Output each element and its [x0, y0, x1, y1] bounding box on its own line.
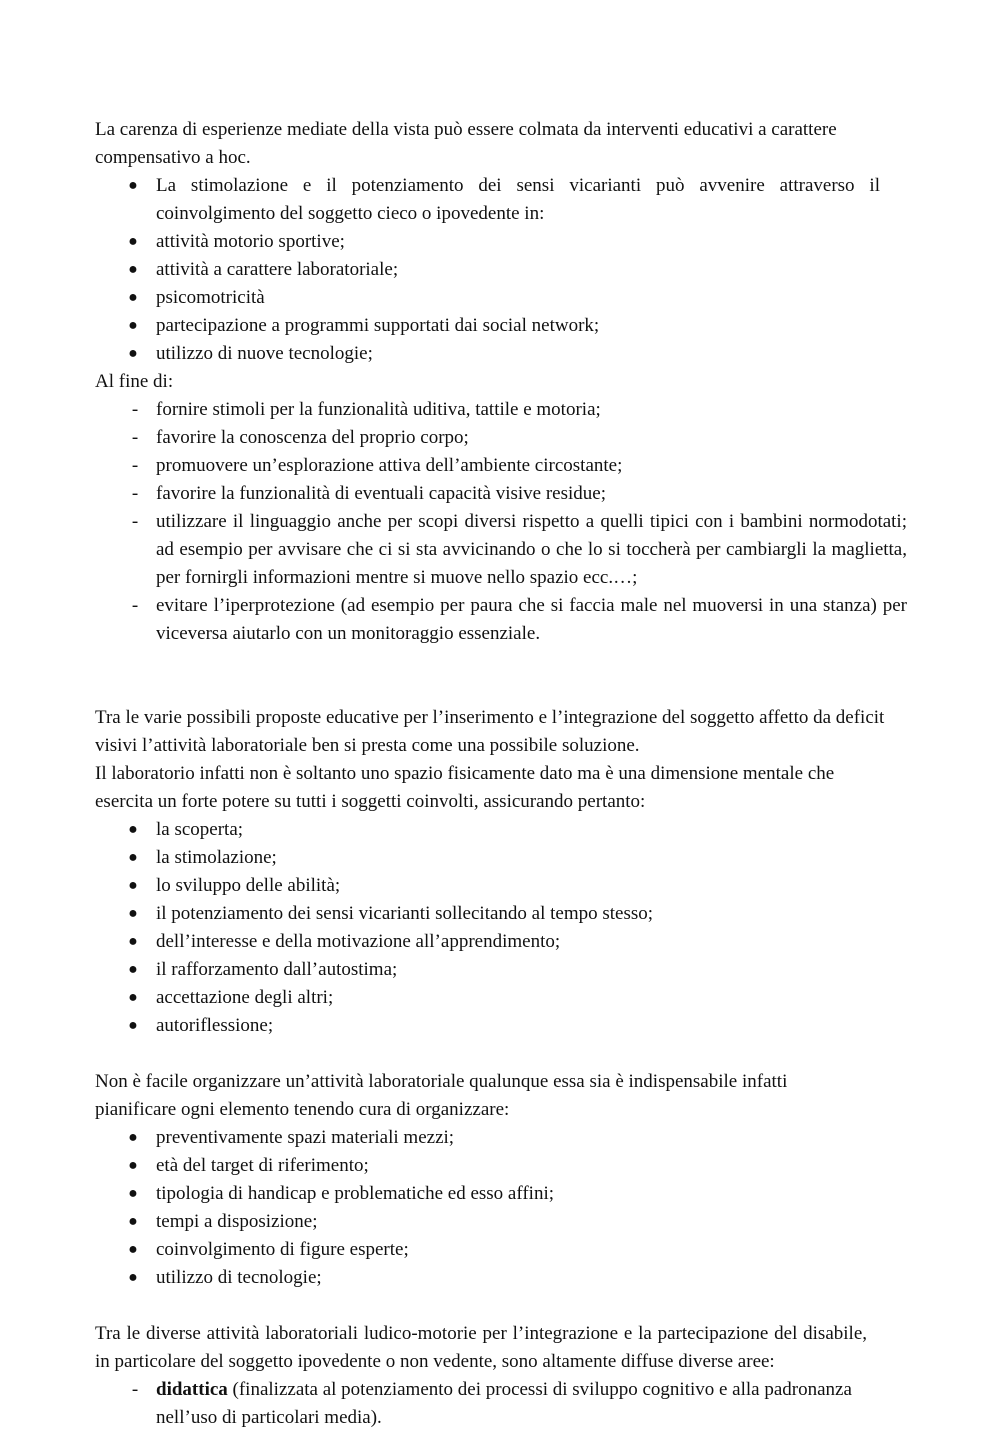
- intro-bullet-list: [95, 172, 880, 368]
- list-item: ● psicomotricità: [95, 284, 880, 312]
- list-item: - favorire la funzionalità di eventuali capacità visive residue;: [95, 480, 907, 508]
- list-item: ● lo sviluppo delle abilità;: [95, 872, 907, 900]
- section-spacer: [95, 648, 907, 704]
- list-item: ● la stimolazione;: [95, 844, 907, 872]
- list-item: ● accettazione degli altri;: [95, 984, 907, 1012]
- list-item: - evitare l’iperprotezione (ad esempio per paura che si faccia male nel muoversi in una stanza) per viceversa aiutarlo con un monitoraggio essenziale.: [95, 592, 907, 648]
- bullet-icon: ●: [128, 1157, 138, 1174]
- list-item: ● tipologia di handicap e problematiche ed esso affini;: [95, 1180, 907, 1208]
- dash-icon: -: [131, 595, 139, 616]
- list-item: ● utilizzo di tecnologie;: [95, 1264, 907, 1292]
- bullet-icon: ●: [128, 261, 138, 278]
- bullet-icon: ●: [128, 905, 138, 922]
- bullet-icon: ●: [128, 877, 138, 894]
- dash-icon: -: [131, 455, 139, 476]
- bullet-icon: ●: [128, 1213, 138, 1230]
- bullet-icon: ●: [128, 1241, 138, 1258]
- lab-paragraph-1: Tra le varie possibili proposte educative per l’inserimento e l’integrazione del soggetto affetto da deficit visivi l’attività laboratoriale ben si presta come una possibile soluzione.: [95, 707, 885, 756]
- bullet-icon: ●: [128, 989, 138, 1006]
- areas-paragraph: Tra le diverse attività laboratoriali ludico-motorie per l’integrazione e la partecipazione del disabile, in particolare del soggetto ipovedente o non vedente, sono altamente diffuse diverse aree:: [95, 1323, 867, 1372]
- areas-dash-list: [95, 1376, 895, 1432]
- list-item: ● coinvolgimento di figure esperte;: [95, 1236, 907, 1264]
- dash-icon: -: [131, 399, 139, 420]
- dash-icon: -: [131, 427, 139, 448]
- section-spacer: [95, 1292, 907, 1320]
- bullet-icon: ●: [128, 345, 138, 362]
- list-item: ● autoriflessione;: [95, 1012, 907, 1040]
- bullet-icon: ●: [128, 1129, 138, 1146]
- list-item: ● la scoperta;: [95, 816, 907, 844]
- list-item: - utilizzare il linguaggio anche per scopi diversi rispetto a quelli tipici con i bambini normodotati; ad esempio per avvisare che ci si sta avvicinando o che lo si toccherà per cambiargli la maglietta, per fornirgli informazioni mentre si muove nello spazio ecc.…;: [95, 508, 907, 592]
- bullet-icon: ●: [128, 233, 138, 250]
- list-item: - favorire la conoscenza del proprio corpo;: [95, 424, 907, 452]
- goals-lead: Al fine di:: [95, 371, 174, 392]
- bullet-icon: ●: [128, 849, 138, 866]
- list-item: - didattica (finalizzata al potenziamento dei processi di sviluppo cognitivo e alla padronanza nell’uso di particolari media).: [95, 1376, 895, 1432]
- lab-paragraph-2: Il laboratorio infatti non è soltanto uno spazio fisicamente dato ma è una dimensione mentale che esercita un forte potere su tutti i soggetti coinvolti, assicurando pertanto:: [95, 763, 835, 812]
- bullet-icon: ●: [128, 289, 138, 306]
- dash-icon: -: [131, 511, 139, 532]
- list-item: ● preventivamente spazi materiali mezzi;: [95, 1124, 907, 1152]
- bullet-icon: ●: [128, 177, 138, 194]
- list-item: ● il potenziamento dei sensi vicarianti sollecitando al tempo stesso;: [95, 900, 907, 928]
- goals-dash-list: [95, 396, 907, 648]
- bullet-icon: ●: [128, 821, 138, 838]
- dash-icon: -: [131, 1379, 139, 1400]
- area-term: didattica: [156, 1379, 228, 1400]
- section-spacer: [95, 1040, 907, 1068]
- list-item: ● attività motorio sportive;: [95, 228, 880, 256]
- list-item: ● età del target di riferimento;: [95, 1152, 907, 1180]
- list-item: ● dell’interesse e della motivazione all’apprendimento;: [95, 928, 907, 956]
- list-item: - fornire stimoli per la funzionalità uditiva, tattile e motoria;: [95, 396, 907, 424]
- lab-bullet-list: [95, 816, 907, 1040]
- list-item: ● tempi a disposizione;: [95, 1208, 907, 1236]
- bullet-icon: ●: [128, 1185, 138, 1202]
- bullet-icon: ●: [128, 961, 138, 978]
- list-item: - promuovere un’esplorazione attiva dell’ambiente circostante;: [95, 452, 907, 480]
- bullet-icon: ●: [128, 317, 138, 334]
- bullet-icon: ●: [128, 1269, 138, 1286]
- list-item: ● La stimolazione e il potenziamento dei sensi vicarianti può avvenire attraverso il coinvolgimento del soggetto cieco o ipovedente in:: [95, 172, 880, 228]
- organize-paragraph: Non è facile organizzare un’attività laboratoriale qualunque essa sia è indispensabile infatti pianificare ogni elemento tenendo cura di organizzare:: [95, 1071, 788, 1120]
- list-item: ● utilizzo di nuove tecnologie;: [95, 340, 880, 368]
- intro-paragraph: La carenza di esperienze mediate della vista può essere colmata da interventi educativi a carattere compensativo a hoc.: [95, 119, 837, 168]
- document-page: [95, 116, 907, 1432]
- organize-bullet-list: [95, 1124, 907, 1292]
- list-item: ● il rafforzamento dall’autostima;: [95, 956, 907, 984]
- list-item: ● partecipazione a programmi supportati dai social network;: [95, 312, 880, 340]
- bullet-icon: ●: [128, 1017, 138, 1034]
- bullet-icon: ●: [128, 933, 138, 950]
- list-item: ● attività a carattere laboratoriale;: [95, 256, 880, 284]
- dash-icon: -: [131, 483, 139, 504]
